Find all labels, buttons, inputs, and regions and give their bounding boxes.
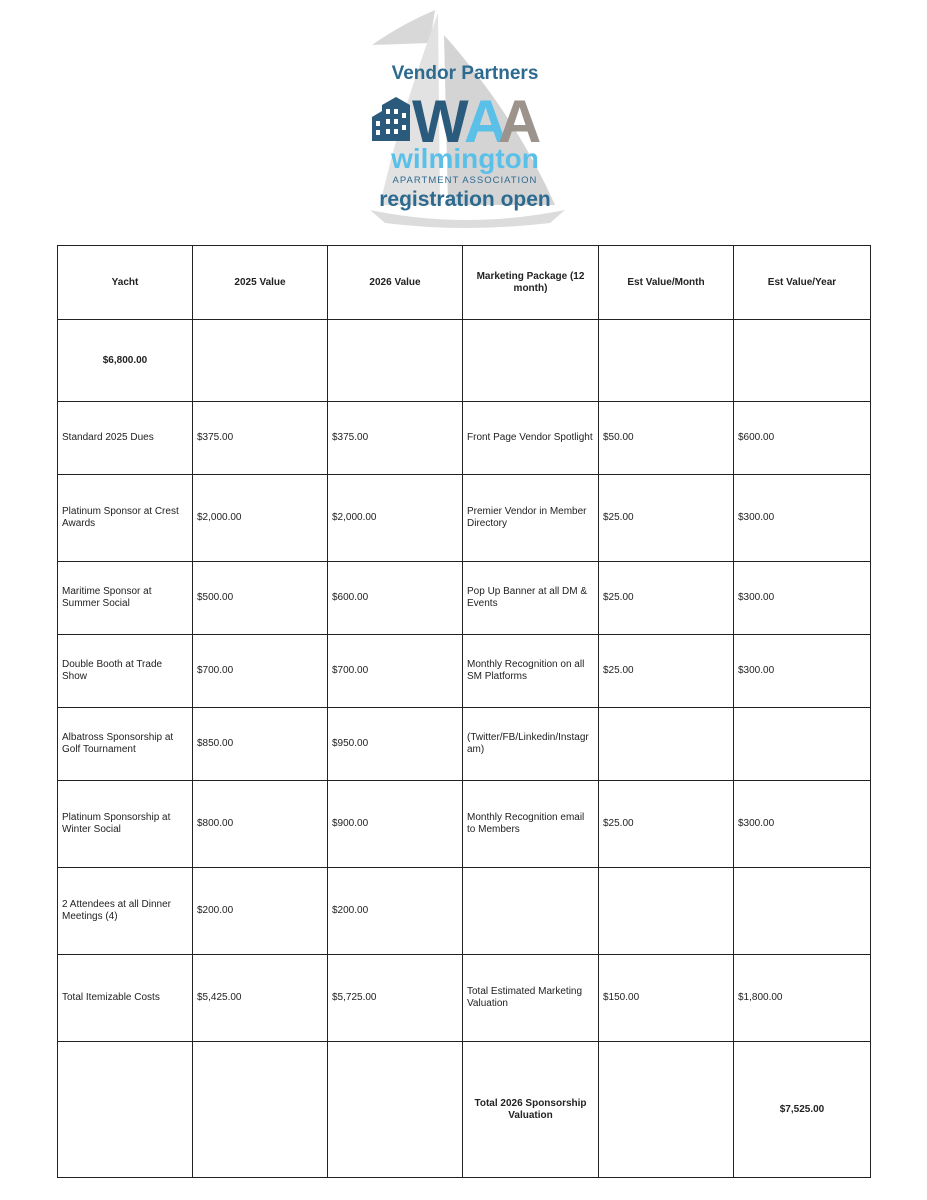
value-2025-cell: $2,000.00: [193, 475, 328, 562]
table-row: [58, 635, 871, 708]
value-2025-cell: $800.00: [193, 781, 328, 868]
table-row: [58, 868, 871, 955]
est-month-cell: $25.00: [599, 475, 734, 562]
table-row: [58, 708, 871, 781]
value-2026-cell: $900.00: [328, 781, 463, 868]
est-year-cell: $300.00: [734, 562, 871, 635]
value-2025-cell: $850.00: [193, 708, 328, 781]
sponsorship-table: [57, 245, 871, 1178]
est-year-cell: $1,800.00: [734, 955, 871, 1042]
marketing-cell: Monthly Recognition on all SM Platforms: [463, 635, 599, 708]
total-sponsorship-valuation-value: $7,525.00: [734, 1042, 871, 1178]
table-row: [58, 475, 871, 562]
col-marketing-package: Marketing Package (12 month): [463, 246, 599, 320]
item-cell: Standard 2025 Dues: [58, 402, 193, 475]
est-year-cell: $300.00: [734, 475, 871, 562]
col-est-value-month: Est Value/Month: [599, 246, 734, 320]
col-est-value-year: Est Value/Year: [734, 246, 871, 320]
item-cell: Total Itemizable Costs: [58, 955, 193, 1042]
marketing-cell: Monthly Recognition email to Members: [463, 781, 599, 868]
est-month-cell: $25.00: [599, 562, 734, 635]
table-row: [58, 562, 871, 635]
est-month-cell: $25.00: [599, 781, 734, 868]
waa-vendor-partners-logo: [340, 5, 590, 230]
est-year-cell: $300.00: [734, 635, 871, 708]
value-2025-cell: $200.00: [193, 868, 328, 955]
est-month-cell: $50.00: [599, 402, 734, 475]
est-month-cell: [599, 708, 734, 781]
logo-monogram: [340, 87, 590, 155]
final-valuation-row: [58, 1042, 871, 1178]
logo-association: APARTMENT ASSOCIATION: [392, 175, 538, 186]
value-2026-cell: $2,000.00: [328, 475, 463, 562]
est-month-cell: [599, 868, 734, 955]
item-cell: Double Booth at Trade Show: [58, 635, 193, 708]
value-2025-cell: $5,425.00: [193, 955, 328, 1042]
logo-letter-a-taupe: A: [498, 88, 542, 155]
value-2026-cell: $5,725.00: [328, 955, 463, 1042]
marketing-cell: Total Estimated Marketing Valuation: [463, 955, 599, 1042]
marketing-cell: [463, 868, 599, 955]
logo-letter-w: W: [412, 88, 465, 155]
item-cell: Maritime Sponsor at Summer Social: [58, 562, 193, 635]
item-cell: 2 Attendees at all Dinner Meetings (4): [58, 868, 193, 955]
est-month-cell: $25.00: [599, 635, 734, 708]
item-cell: Platinum Sponsor at Crest Awards: [58, 475, 193, 562]
price-row: [58, 320, 871, 402]
est-year-cell: [734, 868, 871, 955]
value-2026-cell: $950.00: [328, 708, 463, 781]
value-2026-cell: $600.00: [328, 562, 463, 635]
value-2026-cell: $375.00: [328, 402, 463, 475]
value-2025-cell: $375.00: [193, 402, 328, 475]
total-sponsorship-valuation-label: Total 2026 Sponsorship Valuation: [463, 1042, 599, 1178]
logo-city: wilmington: [391, 143, 539, 174]
value-2026-cell: $200.00: [328, 868, 463, 955]
table-row: [58, 781, 871, 868]
logo-vendor-partners: Vendor Partners: [391, 63, 539, 84]
logo-letter-a-blue: A: [464, 88, 508, 155]
marketing-cell: Pop Up Banner at all DM & Events: [463, 562, 599, 635]
est-year-cell: $600.00: [734, 402, 871, 475]
item-cell: Platinum Sponsorship at Winter Social: [58, 781, 193, 868]
col-2026-value: 2026 Value: [328, 246, 463, 320]
item-cell: Albatross Sponsorship at Golf Tournament: [58, 708, 193, 781]
marketing-cell: Front Page Vendor Spotlight: [463, 402, 599, 475]
logo-registration-open: registration open: [379, 188, 551, 211]
tier-price: $6,800.00: [58, 320, 193, 402]
est-year-cell: $300.00: [734, 781, 871, 868]
col-2025-value: 2025 Value: [193, 246, 328, 320]
value-2026-cell: $700.00: [328, 635, 463, 708]
header-row: [58, 246, 871, 320]
value-2025-cell: $700.00: [193, 635, 328, 708]
tier-heading: Yacht: [58, 246, 193, 320]
est-month-cell: $150.00: [599, 955, 734, 1042]
marketing-cell: Premier Vendor in Member Directory: [463, 475, 599, 562]
marketing-cell: (Twitter/FB/Linkedin/Instagram): [463, 708, 599, 781]
totals-row: [58, 955, 871, 1042]
est-year-cell: [734, 708, 871, 781]
table-row: [58, 402, 871, 475]
value-2025-cell: $500.00: [193, 562, 328, 635]
